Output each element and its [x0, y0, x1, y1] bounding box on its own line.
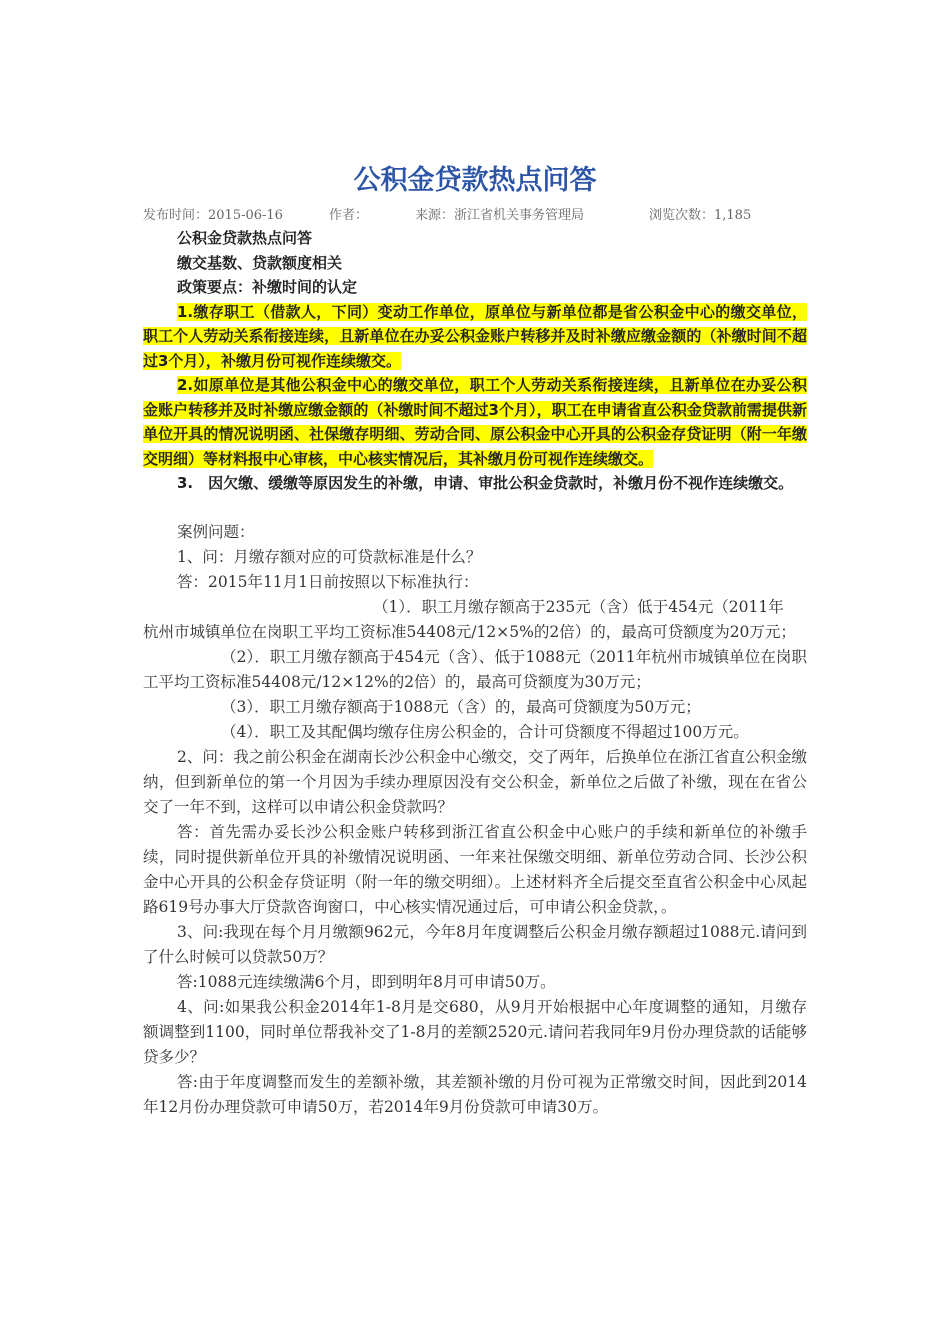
- question-2: 2、问：我之前公积金在湖南长沙公积金中心缴交，交了两年，后换单位在浙江省直公积金缴纳，但到新单位的第一个月因为手续办理原因没有交公积金，新单位之后做了补缴，现在在省公交了一年不到，这样可以申请公积金贷款吗？: [143, 747, 807, 816]
- answer-1: 答：2015年11月1日前按照以下标准执行：: [177, 572, 479, 591]
- answer-1-item-2: （2）．职工月缴存额高于454元（含）、低于1088元（2011年杭州市城镇单位在岗职工平均工资标准54408元/12×12%的2倍）的，最高可贷额度为30万元；: [143, 647, 807, 691]
- question-1: 1、问：月缴存额对应的可贷款标准是什么？: [177, 547, 482, 566]
- view-count: 浏览次数：1,185: [649, 208, 752, 223]
- answer-1-item-3: （3）．职工月缴存额高于1088元（含）的，最高可贷额度为50万元；: [221, 697, 701, 716]
- source: 来源：浙江省机关事务管理局: [415, 208, 585, 223]
- article-meta: [143, 204, 751, 223]
- policy-point-3: 3. 因欠缴、缓缴等原因发生的补缴，申请、审批公积金贷款时，补缴月份不视作连续缴交。: [177, 474, 794, 492]
- publish-date: 发布时间：2015-06-16: [143, 208, 283, 223]
- answer-4: 答:由于年度调整而发生的差额补缴，其差额补缴的月份可视为正常缴交时间，因此到2014年12月份办理贷款可申请50万，若2014年9月份贷款可申请30万。: [143, 1072, 807, 1116]
- answer-1-item-1a: （1）．职工月缴存额高于235元（含）低于454元（2011年: [373, 597, 784, 616]
- heading-3: 政策要点：补缴时间的认定: [177, 278, 358, 296]
- page-title: 公积金贷款热点问答: [353, 165, 597, 196]
- answer-1-item-4: （4）．职工及其配偶均缴存住房公积金的，合计可贷额度不得超过100万元。: [221, 722, 749, 741]
- heading-2: 缴交基数、贷款额度相关: [177, 253, 343, 272]
- policy-point-2: [143, 373, 807, 471]
- answer-2: 答：首先需办妥长沙公积金账户转移到浙江省直公积金中心账户的手续和新单位的补缴手续，同时提供新单位开具的补缴情况说明函、一年来社保缴交明细、新单位劳动合同、长沙公积金中心开具的公积金存贷证明（附一年的缴交明细）。上述材料齐全后提交至直省公积金中心凤起路619号办事大厅贷款咨询窗口，中心核实情况通过后，可申请公积金贷款，。: [143, 822, 807, 916]
- question-3: 3、问:我现在每个月月缴额962元，今年8月年度调整后公积金月缴存额超过1088元.请问到了什么时候可以贷款50万？: [143, 922, 807, 966]
- case-label: 案例问题：: [177, 522, 255, 541]
- highlight: 2.如原单位是其他公积金中心的缴交单位，职工个人劳动关系衔接连续，且新单位在办妥公积金账户转移并及时补缴应缴金额的（补缴时间不超过3个月），职工在申请省直公积金贷款前需提供新单位开具的情况说明函、社保缴存明细、劳动合同、原公积金中心开具的公积金存贷证明（附一年缴交明细）等材料报中心审核，中心核实情况后，其补缴月份可视作连续缴交。: [143, 376, 807, 468]
- article-body: [143, 226, 807, 1120]
- author: 作者：: [329, 208, 369, 223]
- answer-3: 答:1088元连续缴满6个月，即到明年8月可申请50万。: [177, 972, 556, 991]
- question-4: 4、问:如果我公积金2014年1-8月是交680，从9月开始根据中心年度调整的通知，月缴存额调整到1100，同时单位帮我补交了1-8月的差额2520元.请问若我同年9月份办理贷款的话能够贷多少？: [143, 997, 807, 1066]
- highlight: 1.缴存职工（借款人，下同）变动工作单位，原单位与新单位都是省公积金中心的缴交单位，职工个人劳动关系衔接连续，且新单位在办妥公积金账户转移并及时补缴应缴金额的（补缴时间不超过3个月），补缴月份可视作连续缴交。: [143, 302, 807, 370]
- answer-1-item-1b: 杭州市城镇单位在岗职工平均工资标准54408元/12×5%的2倍）的，最高可贷额度为20万元；: [143, 622, 796, 641]
- heading-1: 公积金贷款热点问答: [177, 229, 313, 247]
- policy-point-1: [143, 300, 807, 374]
